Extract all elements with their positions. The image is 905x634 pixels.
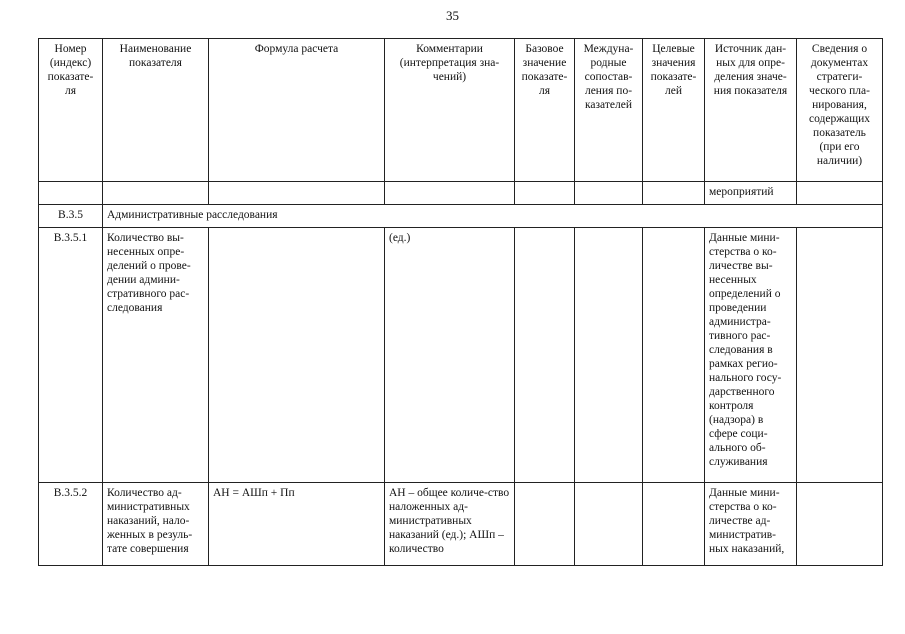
header-planning-docs: Сведения о документах стратеги-ческого пла-нирования, содержащих показатель (при его наличии) [797, 39, 883, 182]
row-formula [209, 228, 385, 483]
row-base [515, 228, 575, 483]
table-row [39, 228, 883, 483]
row-target [643, 228, 705, 483]
indicators-table [38, 38, 883, 566]
row-intl [575, 483, 643, 566]
row-docs [797, 228, 883, 483]
row-docs [797, 483, 883, 566]
continuation-row [39, 182, 883, 205]
row-formula: АН = АШп + Пп [209, 483, 385, 566]
row-name: Количество ад-министративных наказаний, нало-женных в резуль-тате совершения [103, 483, 209, 566]
header-base-value: Базовое значение показате-ля [515, 39, 575, 182]
header-target-values: Целевые значения показате-лей [643, 39, 705, 182]
row-index: В.3.5.1 [39, 228, 103, 483]
row-target [643, 483, 705, 566]
header-row [39, 39, 883, 182]
header-formula: Формула расчета [209, 39, 385, 182]
header-comments: Комментарии (интерпретация зна-чений) [385, 39, 515, 182]
header-international: Междуна-родные сопостав-ления по-казателей [575, 39, 643, 182]
section-index: В.3.5 [39, 205, 103, 228]
continuation-source: мероприятий [705, 182, 797, 205]
row-name: Количество вы-несенных опре-делений о прове-дении админи-стративного рас-следования [103, 228, 209, 483]
row-index: В.3.5.2 [39, 483, 103, 566]
page-number: 35 [446, 8, 459, 23]
table-row [39, 483, 883, 566]
header-data-source: Источник дан-ных для опре-деления значе-ния показателя [705, 39, 797, 182]
section-row [39, 205, 883, 228]
row-intl [575, 228, 643, 483]
row-source: Данные мини-стерства о ко-личестве вы-несенных определений о проведении администра-тивного рас-следования в рамках регио-нального госу-дарственного контроля (надзора) в сфере соци-ального об-служивания [705, 228, 797, 483]
row-source: Данные мини-стерства о ко-личестве ад-министратив-ных наказаний, [705, 483, 797, 566]
row-base [515, 483, 575, 566]
header-index: Номер (индекс) показате-ля [39, 39, 103, 182]
row-comments: (ед.) [385, 228, 515, 483]
row-comments: АН – общее количе-ство наложенных ад-министративных наказаний (ед.); АШп – количество [385, 483, 515, 566]
section-title: Административные расследования [103, 205, 883, 228]
header-name: Наименование показателя [103, 39, 209, 182]
